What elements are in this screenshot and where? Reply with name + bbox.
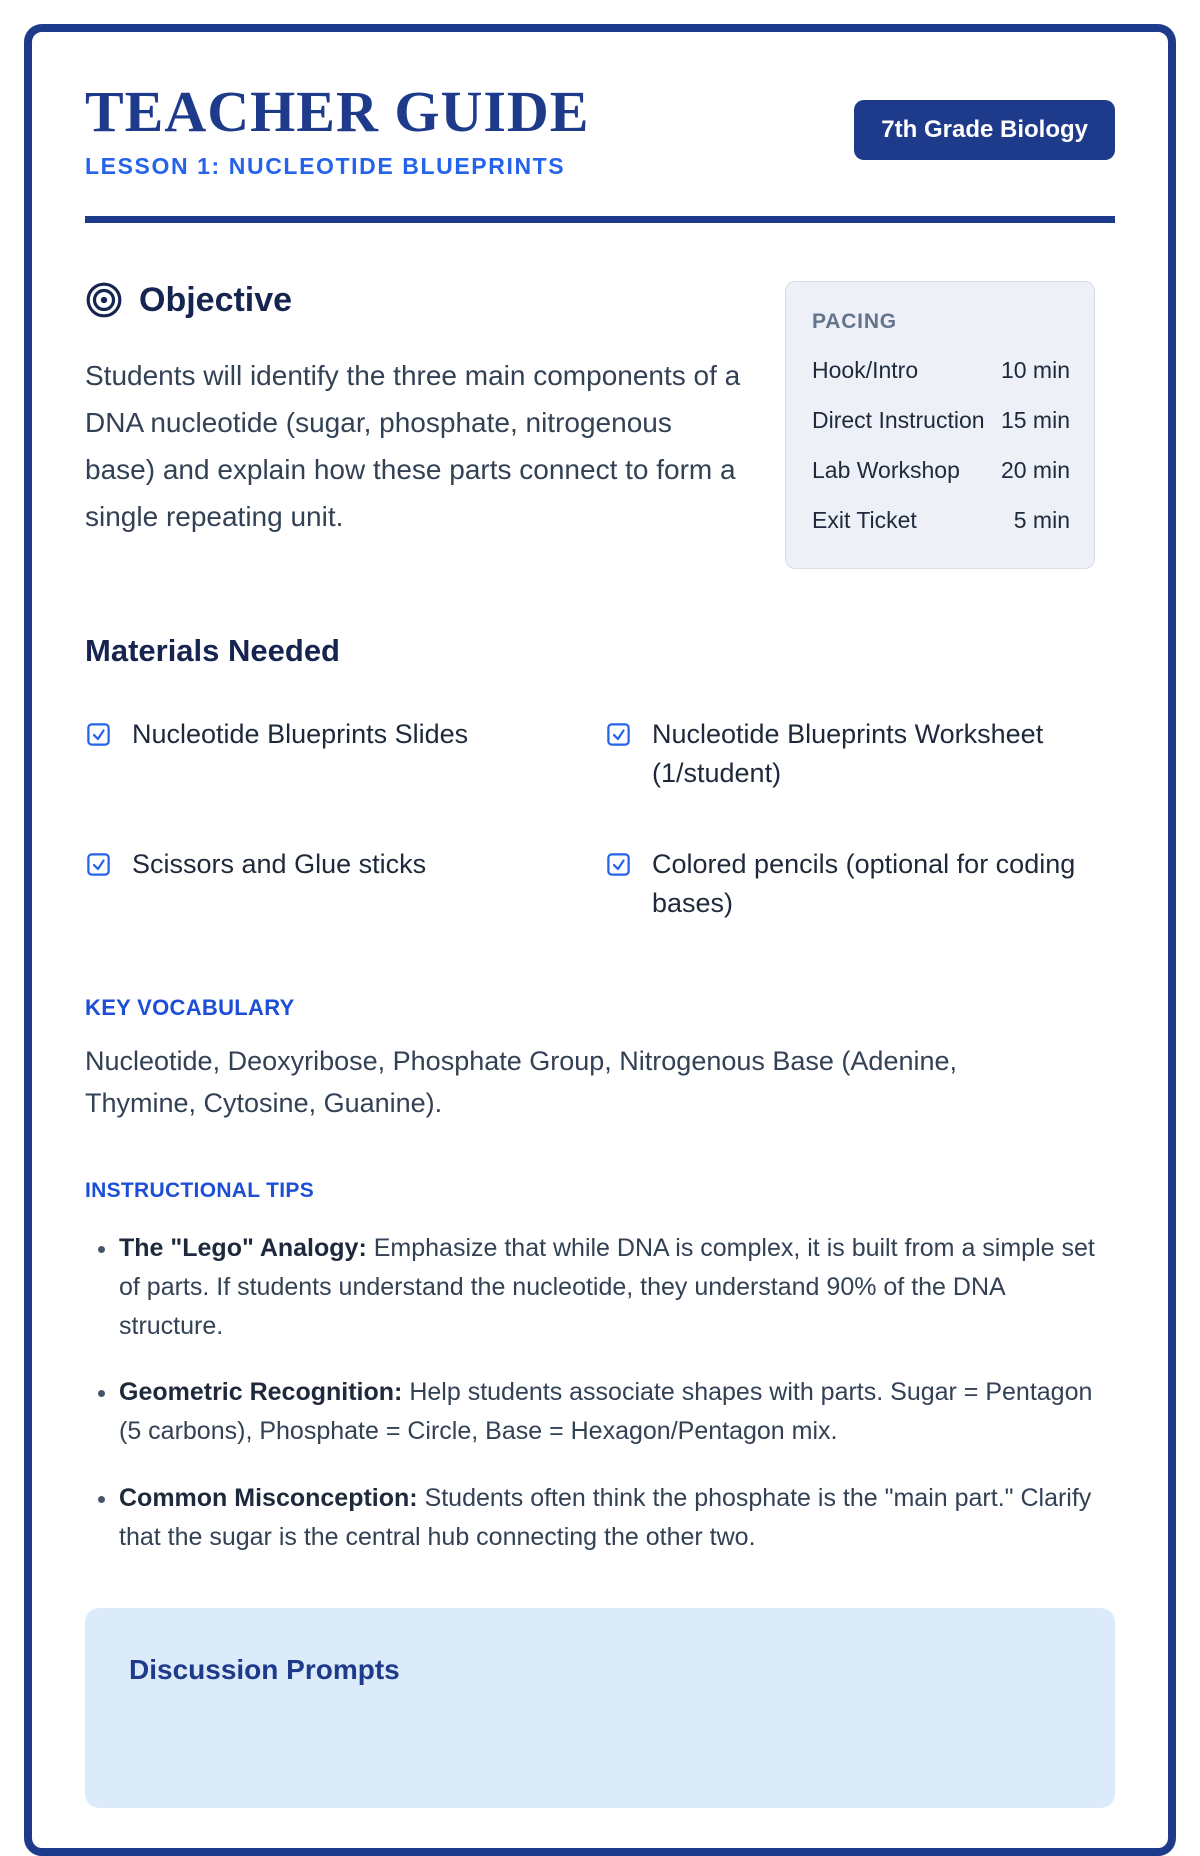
- tip-lead: Geometric Recognition:: [119, 1378, 403, 1407]
- vocabulary-text: Nucleotide, Deoxyribose, Phosphate Group, Nitrogenous Base (Adenine, Thymine, Cytosine, Guanine).: [85, 1046, 958, 1119]
- checkbox-checked-icon[interactable]: [605, 720, 632, 747]
- discussion-panel: [85, 1608, 1115, 1808]
- page-subtitle: LESSON 1: NUCLEOTIDE BLUEPRINTS: [85, 152, 566, 179]
- pacing-value: 5 min: [1013, 506, 1070, 533]
- pacing-value: 20 min: [1000, 456, 1070, 483]
- materials-list: [85, 715, 1115, 924]
- material-label: Scissors and Glue sticks: [132, 849, 427, 880]
- header: [85, 79, 1115, 180]
- grade-badge: 7th Grade Biology: [854, 100, 1115, 160]
- pacing-row: [812, 357, 1070, 384]
- tip-item: [119, 1229, 1115, 1345]
- vocabulary-heading: KEY VOCABULARY: [85, 995, 295, 1021]
- material-label: Nucleotide Blueprints Slides: [132, 718, 469, 749]
- objective-column: [85, 281, 785, 569]
- checkbox-checked-icon[interactable]: [85, 720, 112, 747]
- pacing-value: 15 min: [1000, 406, 1070, 433]
- header-title-block: [85, 79, 590, 180]
- material-label: Nucleotide Blueprints Worksheet (1/student): [652, 718, 1044, 789]
- materials-heading: Materials Needed: [85, 632, 340, 668]
- header-divider: [85, 216, 1115, 223]
- tips-heading: INSTRUCTIONAL TIPS: [85, 1179, 315, 1203]
- pacing-panel: [785, 281, 1095, 569]
- checkbox-checked-icon[interactable]: [605, 850, 632, 877]
- pacing-label: Exit Ticket: [812, 506, 917, 533]
- teacher-guide-page: [24, 24, 1176, 1856]
- material-item: [85, 845, 605, 923]
- material-item: [605, 715, 1115, 793]
- objective-text: Students will identify the three main components of a DNA nucleotide (sugar, phosphate, nitrogenous base) and explain how these parts connect to form a single repeating unit.: [85, 359, 741, 532]
- pacing-row: [812, 407, 1070, 434]
- material-item: [605, 845, 1115, 923]
- page-title: TEACHER GUIDE: [85, 79, 590, 144]
- pacing-value: 10 min: [1000, 356, 1070, 383]
- objective-section: [85, 281, 1115, 569]
- target-icon: [85, 281, 123, 319]
- tip-item: [119, 1373, 1115, 1451]
- objective-heading: Objective: [139, 280, 293, 319]
- material-label: Colored pencils (optional for coding bases): [652, 849, 1076, 919]
- pacing-heading: PACING: [812, 309, 897, 333]
- checkbox-checked-icon[interactable]: [85, 850, 112, 877]
- material-item: [85, 715, 605, 793]
- tip-text: Students often think the phosphate is the "main part." Clarify that the sugar is the central hub connecting the other two.: [119, 1483, 1092, 1551]
- objective-heading-row: [85, 281, 743, 320]
- tip-lead: The "Lego" Analogy:: [119, 1234, 367, 1263]
- tip-text: Emphasize that while DNA is complex, it is built from a simple set of parts. If students understand the nucleotide, they understand 90% of the DNA structure.: [119, 1234, 1095, 1340]
- tip-text: Help students associate shapes with parts. Sugar = Pentagon (5 carbons), Phosphate = Circle, Base = Hexagon/Pentagon mix.: [119, 1378, 1093, 1446]
- tip-lead: Common Misconception:: [119, 1483, 418, 1512]
- pacing-label: Direct Instruction: [812, 406, 985, 433]
- pacing-label: Lab Workshop: [812, 456, 960, 483]
- pacing-row: [812, 457, 1070, 484]
- discussion-heading: Discussion Prompts: [129, 1654, 400, 1686]
- pacing-label: Hook/Intro: [812, 356, 919, 383]
- tips-list: [85, 1229, 1115, 1556]
- tip-item: [119, 1479, 1115, 1557]
- pacing-row: [812, 507, 1070, 534]
